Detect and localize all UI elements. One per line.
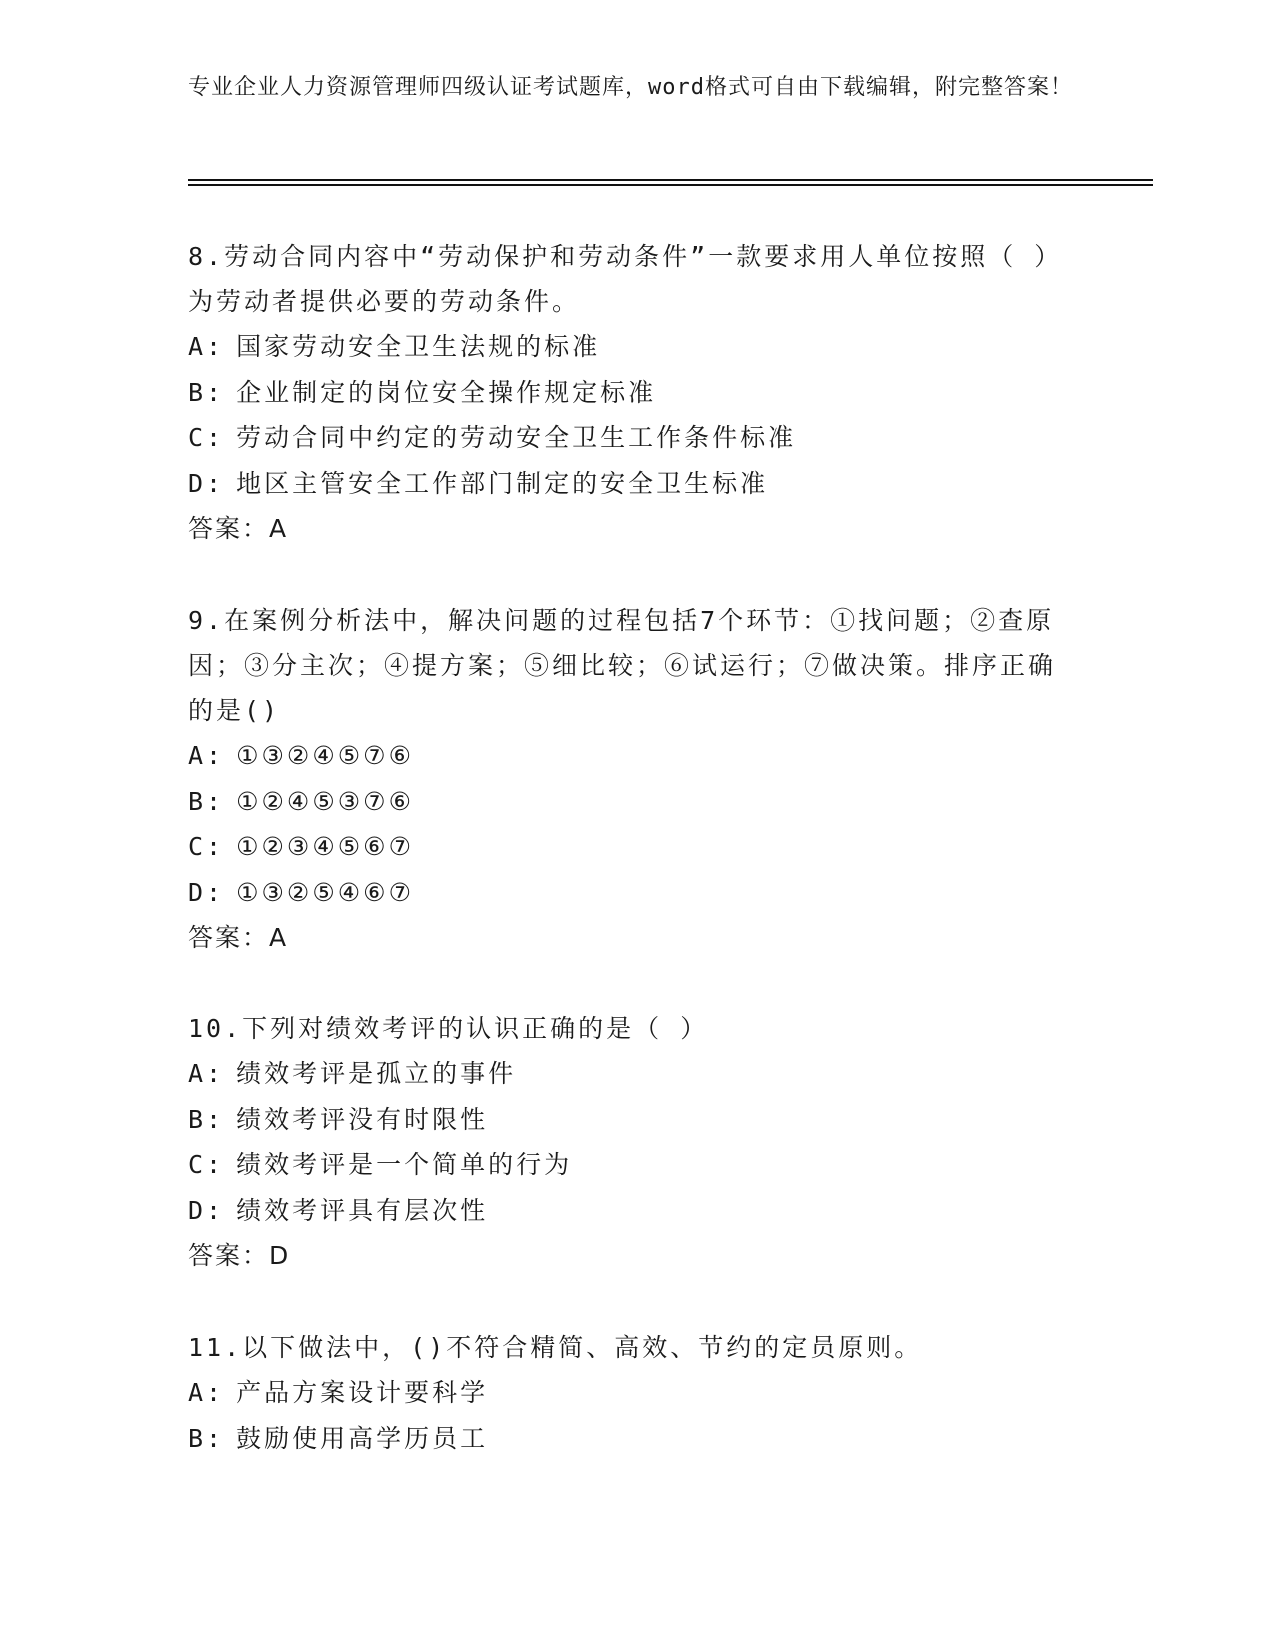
question-stem: 9.在案例分析法中，解决问题的过程包括7个环节：①找问题；②查原因；③分主次；④提方案；⑤细比较；⑥试运行；⑦做决策。排序正确的是() (188, 606, 1057, 725)
option-c (188, 415, 1068, 461)
answer: 答案：A (188, 923, 289, 952)
option-d (188, 870, 1068, 916)
question-8 (188, 234, 1068, 552)
option-label: B: (188, 377, 225, 407)
question-9 (188, 598, 1068, 961)
option-text: 绩效考评具有层次性 (236, 1195, 489, 1225)
option-text: 地区主管安全工作部门制定的安全卫生标准 (236, 468, 769, 498)
option-label: D: (188, 1195, 225, 1225)
option-label: A: (188, 1378, 225, 1407)
header-divider-bottom (188, 184, 1153, 186)
option-b (188, 1416, 1068, 1462)
option-a (188, 1051, 1068, 1097)
option-text: ①③②④⑤⑦⑥ (236, 741, 414, 770)
option-label: D: (188, 877, 225, 907)
option-label: B: (188, 1423, 225, 1453)
option-text: ①③②⑤④⑥⑦ (236, 877, 414, 907)
option-text: 企业制定的岗位安全操作规定标准 (236, 377, 657, 407)
question-stem: 8.劳动合同内容中“劳动保护和劳动条件”一款要求用人单位按照（ ）为劳动者提供必要的劳动条件。 (188, 242, 1063, 316)
option-text: ①②④⑤③⑦⑥ (236, 786, 414, 816)
option-label: A: (188, 741, 225, 770)
option-a (188, 733, 1068, 779)
option-label: B: (188, 786, 225, 816)
option-d (188, 1188, 1068, 1234)
document-header (188, 72, 1088, 103)
option-a (188, 324, 1068, 370)
question-stem: 10.下列对绩效考评的认识正确的是（ ） (188, 1014, 709, 1043)
option-c (188, 824, 1068, 870)
option-label: B: (188, 1104, 225, 1134)
option-text: 绩效考评是一个简单的行为 (236, 1150, 573, 1179)
header-text: 专业企业人力资源管理师四级认证考试题库，word格式可自由下载编辑，附完整答案！ (188, 75, 1073, 100)
option-b (188, 779, 1068, 825)
question-10 (188, 1006, 1068, 1279)
option-text: 鼓励使用高学历员工 (236, 1423, 489, 1453)
option-text: 绩效考评是孤立的事件 (236, 1059, 517, 1088)
option-c (188, 1142, 1068, 1188)
option-label: A: (188, 332, 225, 361)
option-text: ①②③④⑤⑥⑦ (236, 832, 414, 861)
option-label: D: (188, 468, 225, 498)
option-label: C: (188, 832, 225, 861)
option-a (188, 1370, 1068, 1416)
option-label: A: (188, 1059, 225, 1088)
option-text: 产品方案设计要科学 (236, 1378, 489, 1407)
option-label: C: (188, 1150, 225, 1179)
option-b (188, 370, 1068, 416)
option-b (188, 1097, 1068, 1143)
question-stem: 11.以下做法中，()不符合精简、高效、节约的定员原则。 (188, 1333, 923, 1362)
option-label: C: (188, 423, 225, 452)
option-text: 国家劳动安全卫生法规的标准 (236, 332, 601, 361)
option-text: 劳动合同中约定的劳动安全卫生工作条件标准 (236, 423, 797, 452)
option-d (188, 461, 1068, 507)
answer: 答案：D (188, 1241, 291, 1270)
header-divider-top (188, 179, 1153, 181)
option-text: 绩效考评没有时限性 (236, 1104, 489, 1134)
answer: 答案：A (188, 514, 289, 543)
question-11 (188, 1325, 1068, 1461)
